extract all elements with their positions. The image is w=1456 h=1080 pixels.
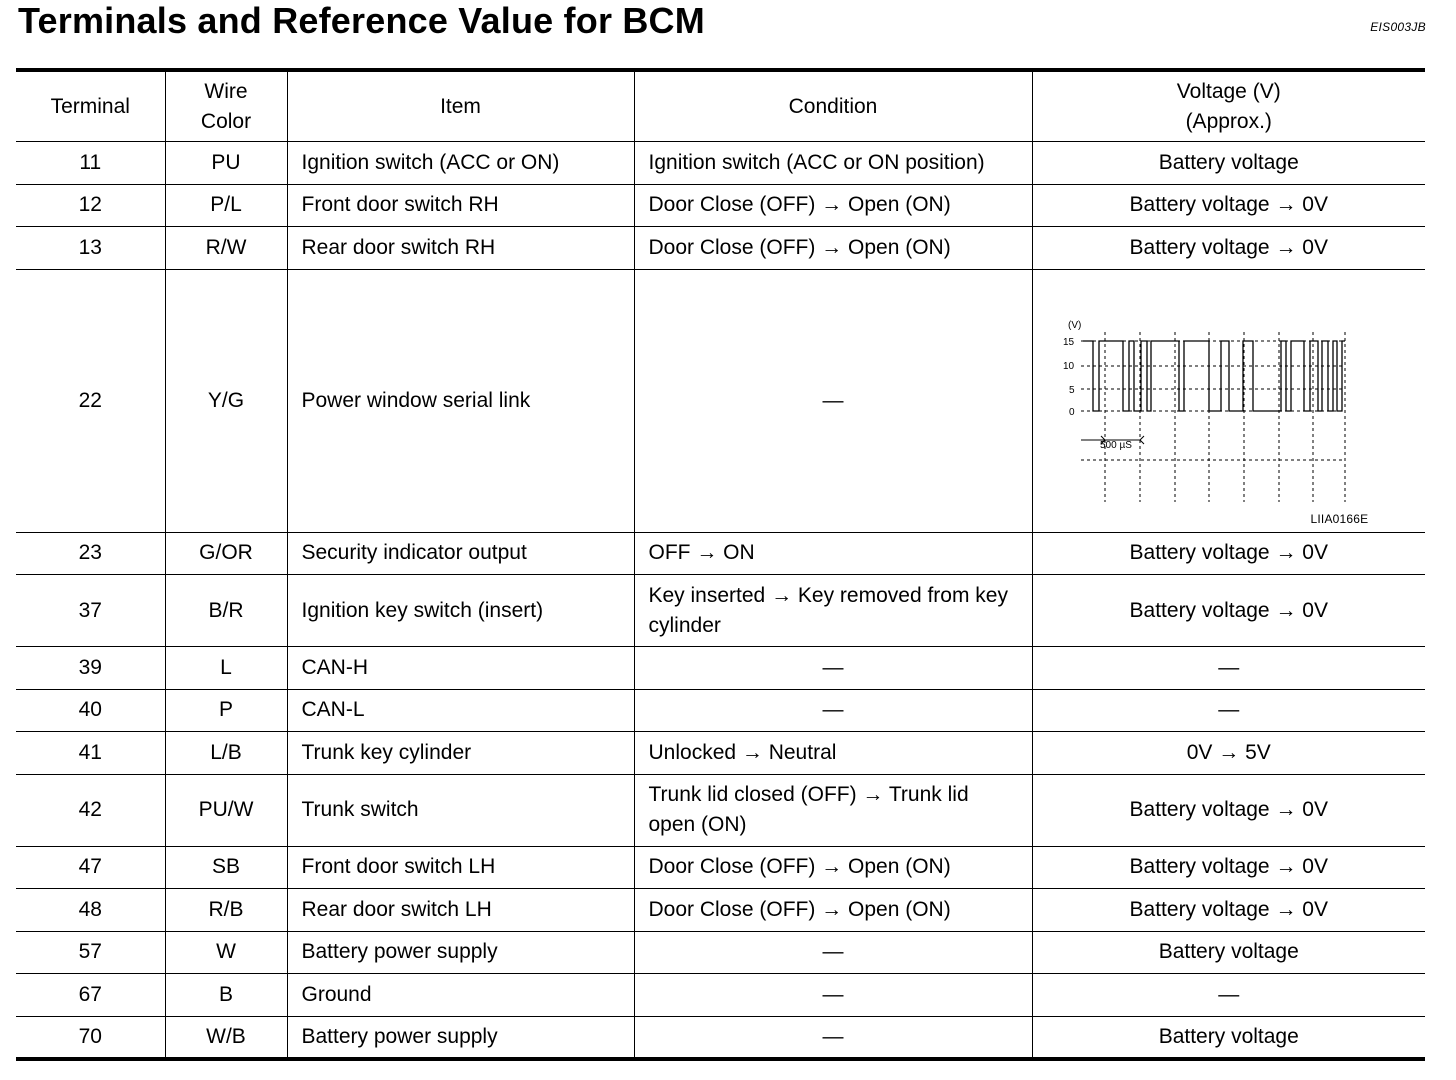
condition-cell: Door Close (OFF) → Open (ON) — [634, 227, 1032, 270]
terminal-cell: 11 — [16, 142, 165, 185]
item-cell: Battery power supply — [287, 1016, 634, 1059]
wire-color-cell: PU/W — [165, 774, 287, 846]
terminal-cell: 23 — [16, 532, 165, 575]
condition-cell: Door Close (OFF) → Open (ON) — [634, 184, 1032, 227]
terminal-cell: 12 — [16, 184, 165, 227]
wire-color-cell: B/R — [165, 575, 287, 647]
item-cell: Front door switch LH — [287, 846, 634, 889]
waveform-figure — [1033, 270, 1426, 532]
terminal-cell: 13 — [16, 227, 165, 270]
table-row — [16, 732, 1425, 775]
condition-cell: — — [634, 689, 1032, 732]
condition-cell: Unlocked → Neutral — [634, 732, 1032, 775]
page-title: Terminals and Reference Value for BCM — [18, 0, 705, 41]
voltage-cell: Battery voltage — [1032, 931, 1425, 974]
waveform-gridlines — [1081, 332, 1345, 502]
terminal-cell: 57 — [16, 931, 165, 974]
table-row — [16, 889, 1425, 932]
terminal-cell: 22 — [16, 269, 165, 532]
document-code: EIS003JB — [1370, 20, 1426, 34]
terminal-cell: 40 — [16, 689, 165, 732]
header-voltage-line2: (Approx.) — [1185, 109, 1272, 133]
item-cell: Front door switch RH — [287, 184, 634, 227]
terminal-cell: 47 — [16, 846, 165, 889]
item-cell: Ignition key switch (insert) — [287, 575, 634, 647]
table-row — [16, 647, 1425, 690]
voltage-cell: Battery voltage → 0V — [1032, 227, 1425, 270]
waveform-graph — [1033, 270, 1425, 532]
condition-cell: Trunk lid closed (OFF) → Trunk lid open (ON) — [634, 774, 1032, 846]
terminal-cell: 48 — [16, 889, 165, 932]
time-scale-label: 500 µS — [1099, 439, 1132, 451]
wire-color-cell: R/W — [165, 227, 287, 270]
terminal-cell: 39 — [16, 647, 165, 690]
item-cell: Ignition switch (ACC or ON) — [287, 142, 634, 185]
header-wire-color — [165, 70, 287, 142]
condition-cell: Door Close (OFF) → Open (ON) — [634, 889, 1032, 932]
terminal-reference-table — [16, 68, 1425, 1061]
y-tick-15: 15 — [1062, 336, 1074, 348]
item-cell: Security indicator output — [287, 532, 634, 575]
condition-cell: — — [634, 931, 1032, 974]
table-row — [16, 142, 1425, 185]
wire-color-cell: P — [165, 689, 287, 732]
wire-color-cell: W — [165, 931, 287, 974]
item-cell: Power window serial link — [287, 269, 634, 532]
condition-cell: — — [634, 647, 1032, 690]
wire-color-cell: PU — [165, 142, 287, 185]
header-voltage — [1032, 70, 1425, 142]
item-cell: CAN-H — [287, 647, 634, 690]
terminal-cell: 67 — [16, 974, 165, 1017]
wire-color-cell: Y/G — [165, 269, 287, 532]
y-tick-10: 10 — [1062, 360, 1074, 372]
waveform-signal — [1083, 341, 1345, 411]
condition-cell: OFF → ON — [634, 532, 1032, 575]
header-terminal: Terminal — [16, 70, 165, 142]
condition-cell: — — [634, 1016, 1032, 1059]
wire-color-cell: B — [165, 974, 287, 1017]
voltage-cell: Battery voltage → 0V — [1032, 575, 1425, 647]
terminal-cell: 70 — [16, 1016, 165, 1059]
table-row — [16, 269, 1425, 532]
figure-code: LIIA0166E — [1310, 511, 1369, 526]
table-row — [16, 1016, 1425, 1059]
table-row — [16, 689, 1425, 732]
item-cell: Ground — [287, 974, 634, 1017]
table-row — [16, 227, 1425, 270]
table-row — [16, 575, 1425, 647]
voltage-cell: Battery voltage → 0V — [1032, 889, 1425, 932]
condition-cell: Door Close (OFF) → Open (ON) — [634, 846, 1032, 889]
condition-cell: — — [634, 974, 1032, 1017]
header-condition: Condition — [634, 70, 1032, 142]
terminal-cell: 42 — [16, 774, 165, 846]
item-cell: Trunk key cylinder — [287, 732, 634, 775]
wire-color-cell: P/L — [165, 184, 287, 227]
item-cell: Rear door switch RH — [287, 227, 634, 270]
table-row — [16, 931, 1425, 974]
voltage-cell: Battery voltage → 0V — [1032, 774, 1425, 846]
voltage-cell: Battery voltage → 0V — [1032, 846, 1425, 889]
y-tick-5: 5 — [1068, 384, 1075, 396]
voltage-cell: Battery voltage — [1032, 142, 1425, 185]
wire-color-cell: W/B — [165, 1016, 287, 1059]
voltage-cell: — — [1032, 647, 1425, 690]
wire-color-cell: R/B — [165, 889, 287, 932]
wire-color-cell: L — [165, 647, 287, 690]
table-row — [16, 774, 1425, 846]
item-cell: Trunk switch — [287, 774, 634, 846]
wire-color-cell: G/OR — [165, 532, 287, 575]
header-item: Item — [287, 70, 634, 142]
table-row — [16, 974, 1425, 1017]
table-header-row — [16, 70, 1425, 142]
voltage-cell: — — [1032, 974, 1425, 1017]
condition-cell: Ignition switch (ACC or ON position) — [634, 142, 1032, 185]
condition-cell: — — [634, 269, 1032, 532]
voltage-cell: — — [1032, 689, 1425, 732]
voltage-waveform-cell — [1032, 269, 1425, 532]
y-tick-0: 0 — [1068, 406, 1075, 418]
header-voltage-line1: Voltage (V) — [1176, 79, 1281, 103]
wire-color-cell: L/B — [165, 732, 287, 775]
item-cell: Rear door switch LH — [287, 889, 634, 932]
item-cell: CAN-L — [287, 689, 634, 732]
voltage-cell: Battery voltage → 0V — [1032, 532, 1425, 575]
condition-cell: Key inserted → Key removed from key cylinder — [634, 575, 1032, 647]
table-row — [16, 532, 1425, 575]
voltage-cell: 0V → 5V — [1032, 732, 1425, 775]
header-wire-color-line2: Color — [200, 109, 252, 133]
header-wire-color-line1: Wire — [204, 79, 248, 103]
table-row — [16, 846, 1425, 889]
terminal-cell: 41 — [16, 732, 165, 775]
item-cell: Battery power supply — [287, 931, 634, 974]
table-row — [16, 184, 1425, 227]
y-unit-label: (V) — [1067, 319, 1081, 331]
voltage-cell: Battery voltage → 0V — [1032, 184, 1425, 227]
wire-color-cell: SB — [165, 846, 287, 889]
voltage-cell: Battery voltage — [1032, 1016, 1425, 1059]
terminal-cell: 37 — [16, 575, 165, 647]
